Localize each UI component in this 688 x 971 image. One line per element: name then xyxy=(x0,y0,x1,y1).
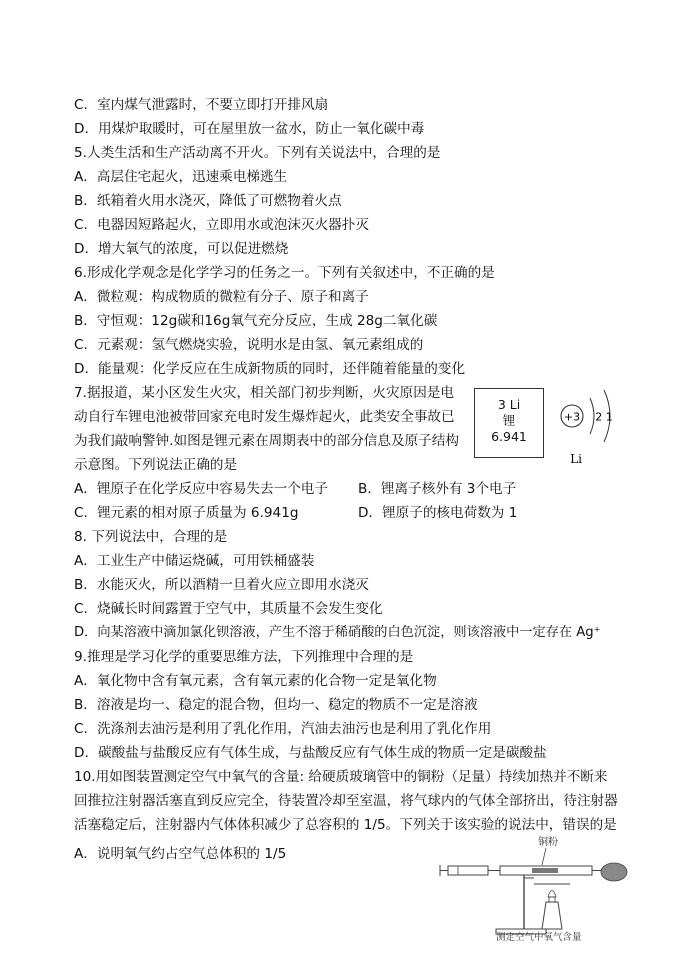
q8-option-c: C．烧碱长时间露置于空气中，其质量不会发生变化 xyxy=(74,601,383,617)
question-10-stem-1: 10.用如图装置测定空气中氧气的含量: 给硬质玻璃管中的铜粉（足量）持续加热并不断来 xyxy=(74,769,608,785)
line-d-coal-stove: D．用煤炉取暖时，可在屋里放一盆水，防止一氧化碳中毒 xyxy=(74,121,425,137)
q9-option-c: C．洗涤剂去油污是利用了乳化作用，汽油去油污也是利用了乳化作用 xyxy=(74,721,492,737)
q6-option-c: C．元素观：氢气燃烧实验，说明水是由氢、氧元素组成的 xyxy=(74,337,424,353)
q7-option-b: B．锂离子核外有 3个电子 xyxy=(358,481,517,497)
question-7-stem-4: 示意图。下列说法正确的是 xyxy=(74,457,238,473)
q8-option-b: B．水能灭火，所以酒精一旦着火应立即用水浇灭 xyxy=(74,577,369,593)
question-8-stem: 8. 下列说法中，合理的是 xyxy=(74,529,228,545)
q5-option-b: B．纸箱着火用水浇灭，降低了可燃物着火点 xyxy=(74,193,342,209)
q7-option-c: C．锂元素的相对原子质量为 6.941g xyxy=(74,505,299,521)
question-7-stem-3: 为我们敲响警钟.如图是锂元素在周期表中的部分信息及原子结构 xyxy=(74,433,459,449)
q6-option-a: A．微粒观：构成物质的微粒有分子、原子和离子 xyxy=(74,289,369,305)
oxygen-content-apparatus-diagram xyxy=(438,832,638,944)
q8-option-a: A．工业生产中储运烧碱，可用铁桶盛装 xyxy=(74,553,315,569)
question-7-stem-1: 7.据报道，某小区发生火灾，相关部门初步判断，火灾原因是电 xyxy=(74,385,454,401)
lithium-element-card xyxy=(474,388,544,458)
lithium-atom-structure-diagram xyxy=(558,382,638,472)
line-c-gas-leak: C．室内煤气泄露时，不要立即打开排风扇 xyxy=(74,97,329,113)
nucleus-charge: +3 xyxy=(563,410,581,424)
q8-option-d: D．向某溶液中滴加氯化钡溶液，产生不溶于稀硝酸的白色沉淀，则该溶液中一定存在 Ag⁺ xyxy=(74,625,601,640)
question-6-stem: 6.形成化学观念是化学学习的任务之一。下列有关叙述中，不正确的是 xyxy=(74,265,495,281)
question-10-stem-3: 活塞稳定后，注射器内气体体积减少了总容积的 1/5。下列关于该实验的说法中，错误的是 xyxy=(74,817,617,833)
q5-option-d: D．增大氧气的浓度，可以促进燃烧 xyxy=(74,241,289,257)
element-mass: 6.941 xyxy=(491,429,527,444)
electron-shells: 2 1 xyxy=(595,410,613,424)
element-name: 锂 xyxy=(502,413,516,428)
question-7-stem-2: 动自行车锂电池被带回家充电时发生爆炸起火，此类安全事故已 xyxy=(74,409,455,425)
question-9-stem: 9.推理是学习化学的重要思维方法，下列推理中合理的是 xyxy=(74,649,414,665)
q6-option-b: B．守恒观：12g碳和16g氧气充分反应，生成 28g二氧化碳 xyxy=(74,313,438,329)
q10-option-a: A．说明氧气约占空气总体积的 1/5 xyxy=(74,846,287,862)
q5-option-a: A．高层住宅起火，迅速乘电梯逃生 xyxy=(74,169,288,185)
question-5-stem: 5.人类生活和生产活动离不开火。下列有关说法中，合理的是 xyxy=(74,145,441,161)
q7-option-d: D．锂原子的核电荷数为 1 xyxy=(358,505,518,521)
q6-option-d: D．能量观：化学反应在生成新物质的同时，还伴随着能量的变化 xyxy=(74,361,466,377)
element-number-symbol: 3 Li xyxy=(497,397,521,412)
q9-option-a: A．氧化物中含有氧元素，含有氧元素的化合物一定是氧化物 xyxy=(74,673,437,689)
q7-option-a: A．锂原子在化学反应中容易失去一个电子 xyxy=(74,481,328,497)
atom-symbol: Li xyxy=(570,452,582,466)
q5-option-c: C．电器因短路起火，立即用水或泡沫灭火器扑灭 xyxy=(74,217,369,233)
q9-option-b: B．溶液是均一、稳定的混合物，但均一、稳定的物质不一定是溶液 xyxy=(74,697,478,713)
copper-powder-label: 铜粉 xyxy=(538,837,558,848)
q9-option-d: D．碳酸盐与盐酸反应有气体生成，与盐酸反应有气体生成的物质一定是碳酸盐 xyxy=(74,745,547,761)
question-10-stem-2: 回推拉注射器活塞直到反应完全，待装置冷却至室温，将气球内的气体全部挤出，待注射器 xyxy=(74,793,618,809)
apparatus-caption: 测定空气中氧气含量 xyxy=(496,932,582,943)
